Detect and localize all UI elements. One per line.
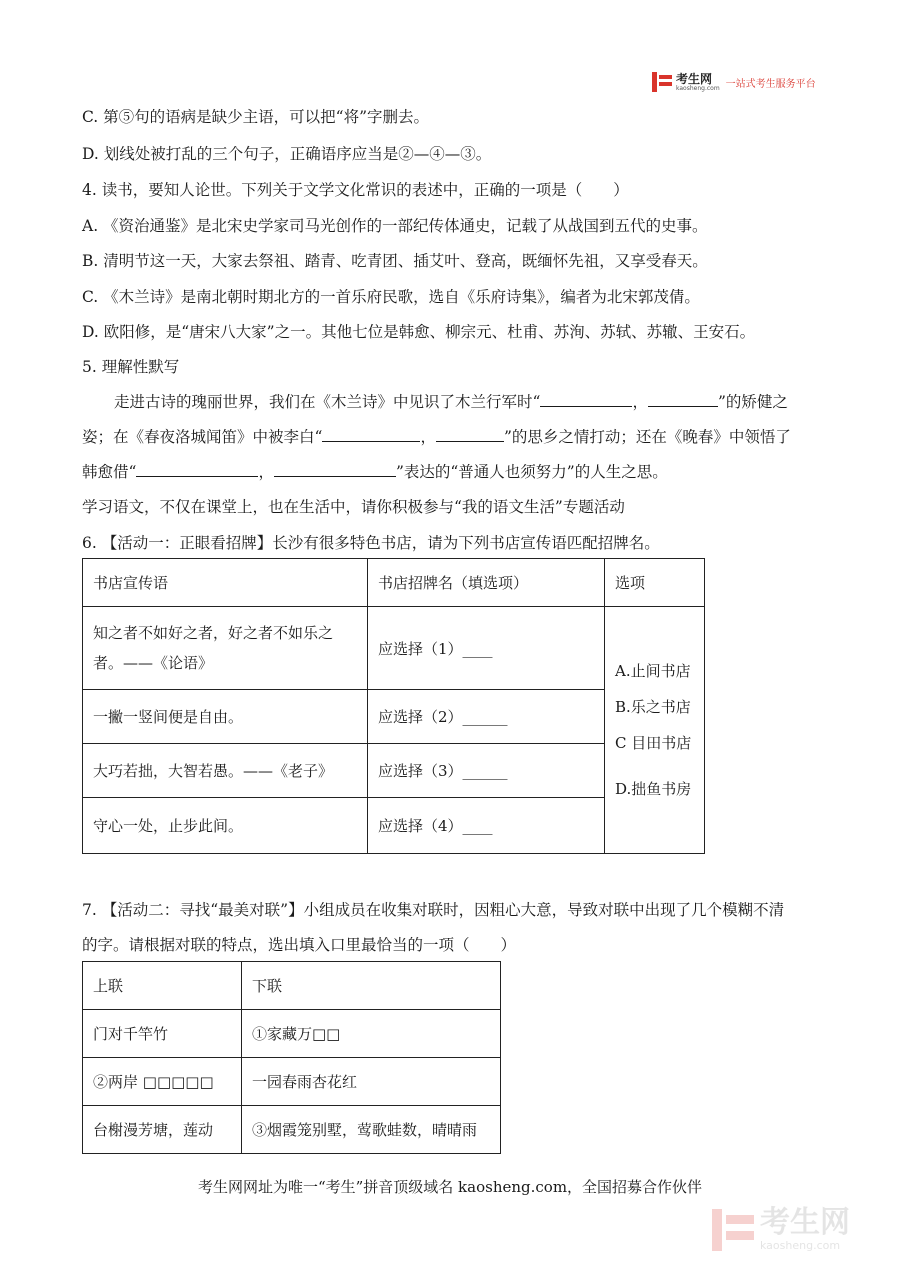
q5-title: 5. 理解性默写 bbox=[82, 358, 180, 376]
header-logo bbox=[652, 72, 816, 92]
q5-paragraph-line-2: 姿；在《春夜洛城闻笛》中被李白“ ， ”的思乡之情打动；还在《晚春》中领悟了 bbox=[82, 428, 791, 446]
upper-couplet-cell: ②两岸 □□□□□ bbox=[83, 1058, 242, 1106]
option-c: C 目田书店 bbox=[615, 734, 692, 752]
option-b: B.乐之书店 bbox=[615, 698, 691, 716]
answer-cell[interactable]: 应选择（4）____ bbox=[368, 798, 605, 854]
slogan-cell: 一撇一竖间便是自由。 bbox=[83, 690, 368, 744]
bookstore-table bbox=[82, 558, 705, 854]
q4-option-b: B. 清明节这一天，大家去祭祖、踏青、吃青团、插艾叶、登高，既缅怀先祖，又享受春天。 bbox=[82, 252, 708, 270]
activity-intro: 学习语文，不仅在课堂上，也在生活中，请你积极参与“我的语文生活”专题活动 bbox=[82, 498, 625, 516]
watermark-name: 考生网 bbox=[760, 1205, 850, 1240]
option-d: D.拙鱼书房 bbox=[615, 780, 692, 798]
answer-cell[interactable]: 应选择（1）____ bbox=[368, 607, 605, 690]
watermark-domain: kaosheng.com bbox=[760, 1239, 841, 1252]
table-row bbox=[83, 1010, 501, 1058]
logo-domain: kaosheng.com bbox=[676, 84, 720, 92]
kaosheng-watermark-icon bbox=[712, 1209, 754, 1251]
table-row bbox=[83, 607, 705, 690]
answer-blank[interactable] bbox=[648, 392, 718, 407]
lower-couplet-cell: ③烟霞笼别墅，莺歌蛙数，晴晴雨 bbox=[242, 1106, 501, 1154]
q4-option-c: C. 《木兰诗》是南北朝时期北方的一首乐府民歌，选自《乐府诗集》，编者为北宋郭茂倩。 bbox=[82, 288, 700, 306]
upper-couplet-cell: 台榭漫芳塘，莲动 bbox=[83, 1106, 242, 1154]
q5-paragraph-line-1: 走进古诗的瑰丽世界，我们在《木兰诗》中见识了木兰行军时“ ， ”的矫健之 bbox=[114, 393, 788, 411]
q4-option-d: D. 欧阳修，是“唐宋八大家”之一。其他七位是韩愈、柳宗元、杜甫、苏洵、苏轼、苏辙、王安石。 bbox=[82, 323, 756, 341]
answer-cell[interactable]: 应选择（3）______ bbox=[368, 744, 605, 798]
table-header-cell: 下联 bbox=[242, 962, 501, 1010]
q4-stem: 4. 读书，要知人论世。下列关于文学文化常识的表述中，正确的一项是（ ） bbox=[82, 181, 629, 199]
table-header-cell: 选项 bbox=[605, 559, 705, 607]
q6-stem: 6. 【活动一：正眼看招牌】长沙有很多特色书店，请为下列书店宣传语匹配招牌名。 bbox=[82, 534, 660, 552]
logo-slogan: 一站式考生服务平台 bbox=[725, 78, 816, 90]
q3-option-d: D. 划线处被打乱的三个句子，正确语序应当是②—④—③。 bbox=[82, 145, 492, 163]
table-header-cell: 书店宣传语 bbox=[83, 559, 368, 607]
slogan-cell: 守心一处，止步此间。 bbox=[83, 798, 368, 854]
couplet-table bbox=[82, 961, 501, 1154]
answer-blank[interactable] bbox=[322, 427, 420, 442]
q7-stem-line-1: 7. 【活动二：寻找“最美对联”】小组成员在收集对联时，因粗心大意，导致对联中出现了几个模糊不清 bbox=[82, 901, 785, 919]
upper-couplet-cell: 门对千竿竹 bbox=[83, 1010, 242, 1058]
lower-couplet-cell: 一园春雨杏花红 bbox=[242, 1058, 501, 1106]
answer-cell[interactable]: 应选择（2）______ bbox=[368, 690, 605, 744]
page-footer: 考生网网址为唯一“考生”拼音顶级域名 kaosheng.com，全国招募合作伙伴 bbox=[197, 1178, 703, 1196]
answer-blank[interactable] bbox=[540, 392, 632, 407]
slogan-cell: 大巧若拙，大智若愚。——《老子》 bbox=[83, 744, 368, 798]
options-cell bbox=[605, 607, 705, 854]
slogan-cell: 知之者不如好之者，好之者不如乐之 者。——《论语》 bbox=[83, 607, 368, 690]
table-row bbox=[83, 1106, 501, 1154]
q7-stem-line-2: 的字。请根据对联的特点，选出填入口里最恰当的一项（ ） bbox=[82, 936, 517, 954]
answer-blank[interactable] bbox=[274, 462, 396, 477]
table-header-cell: 上联 bbox=[83, 962, 242, 1010]
q4-option-a: A. 《资治通鉴》是北宋史学家司马光创作的一部纪传体通史，记载了从战国到五代的史事。 bbox=[82, 217, 708, 235]
kaosheng-logo-icon bbox=[652, 72, 672, 92]
q5-paragraph-line-3: 韩愈借“ ， ”表达的“普通人也须努力”的人生之思。 bbox=[82, 463, 668, 481]
option-a: A.止间书店 bbox=[615, 662, 691, 680]
answer-blank[interactable] bbox=[436, 427, 504, 442]
lower-couplet-cell: ①家藏万□□ bbox=[242, 1010, 501, 1058]
table-header-cell: 书店招牌名（填选项） bbox=[368, 559, 605, 607]
table-row bbox=[83, 1058, 501, 1106]
logo-name: 考生网 bbox=[676, 71, 713, 86]
q3-option-c: C. 第⑤句的语病是缺少主语，可以把“将”字删去。 bbox=[82, 108, 430, 126]
watermark bbox=[712, 1205, 850, 1252]
answer-blank[interactable] bbox=[136, 462, 258, 477]
